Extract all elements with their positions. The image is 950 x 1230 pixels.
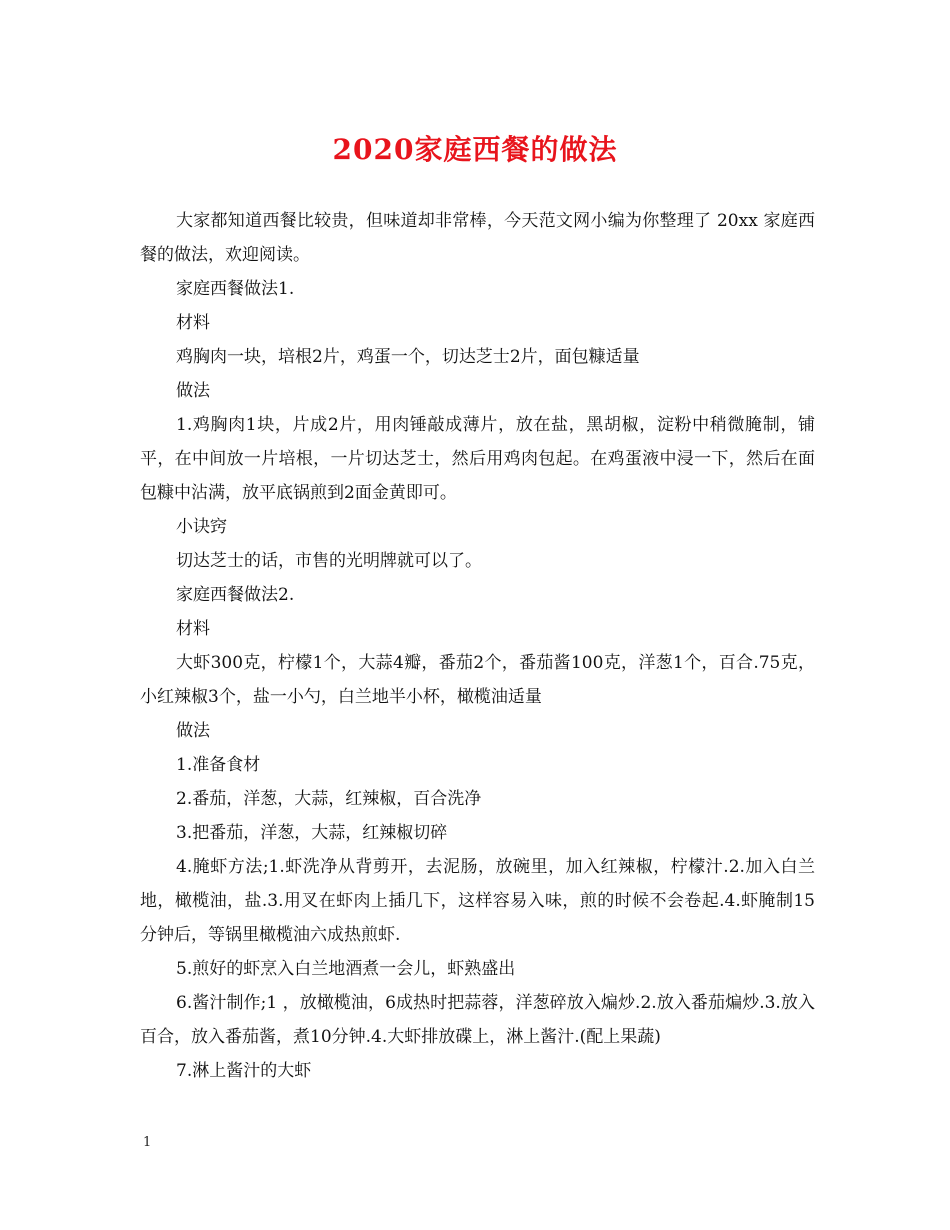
page-number: 1 [143,1135,152,1150]
paragraph-intro: 大家都知道西餐比较贵，但味道却非常棒，今天范文网小编为你整理了 20xx 家庭西餐的做法，欢迎阅读。 [140,211,815,265]
paragraph-recipe2-step4: 4.腌虾方法;1.虾洗净从背剪开，去泥肠，放碗里，加入红辣椒，柠檬汁.2.加入白兰地，橄榄油，盐.3.用叉在虾肉上插几下，这样容易入味，煎的时候不会卷起.4.虾腌制15分钟后，等锅里橄榄油六成热煎虾. [140,857,815,945]
document-body [140,204,815,1088]
paragraph-recipe1-method-label: 做法 [176,381,210,401]
paragraph-recipe2-materials: 大虾300克，柠檬1个，大蒜4瓣，番茄2个，番茄酱100克，洋葱1个，百合.75克，小红辣椒3个，盐一小勺，白兰地半小杯，橄榄油适量 [140,653,815,707]
paragraph-recipe2-step6: 6.酱汁制作;1 ，放橄榄油，6成热时把蒜蓉，洋葱碎放入煸炒.2.放入番茄煸炒.3.放入百合，放入番茄酱，煮10分钟.4.大虾排放碟上，淋上酱汁.(配上果蔬) [140,993,815,1047]
paragraph-recipe2-step7: 7.淋上酱汁的大虾 [176,1061,312,1081]
paragraph-recipe2-heading: 家庭西餐做法2. [176,585,295,605]
document-title: 2020家庭西餐的做法 [332,133,618,166]
paragraph-recipe1-materials: 鸡胸肉一块，培根2片，鸡蛋一个，切达芝士2片，面包糠适量 [176,347,640,367]
paragraph-recipe2-step3: 3.把番茄，洋葱，大蒜，红辣椒切碎 [176,823,448,843]
paragraph-recipe2-method-label: 做法 [176,721,210,741]
paragraph-recipe1-heading: 家庭西餐做法1. [176,279,295,299]
paragraph-tips: 切达芝士的话，市售的光明牌就可以了。 [176,551,482,571]
paragraph-recipe2-step2: 2.番茄，洋葱，大蒜，红辣椒，百合洗净 [176,789,482,809]
paragraph-recipe1-materials-label: 材料 [176,313,210,333]
paragraph-recipe2-materials-label: 材料 [176,619,210,639]
paragraph-recipe2-step5: 5.煎好的虾烹入白兰地酒煮一会儿，虾熟盛出 [176,959,516,979]
paragraph-recipe1-step1: 1.鸡胸肉1块，片成2片，用肉锤敲成薄片，放在盐，黑胡椒，淀粉中稍微腌制，铺平，在中间放一片培根，一片切达芝士，然后用鸡肉包起。在鸡蛋液中浸一下，然后在面包糠中沾满，放平底锅煎到2面金黄即可。 [140,415,815,503]
paragraph-tips-label: 小诀窍 [176,517,227,537]
paragraph-recipe2-step1: 1.准备食材 [176,755,261,775]
